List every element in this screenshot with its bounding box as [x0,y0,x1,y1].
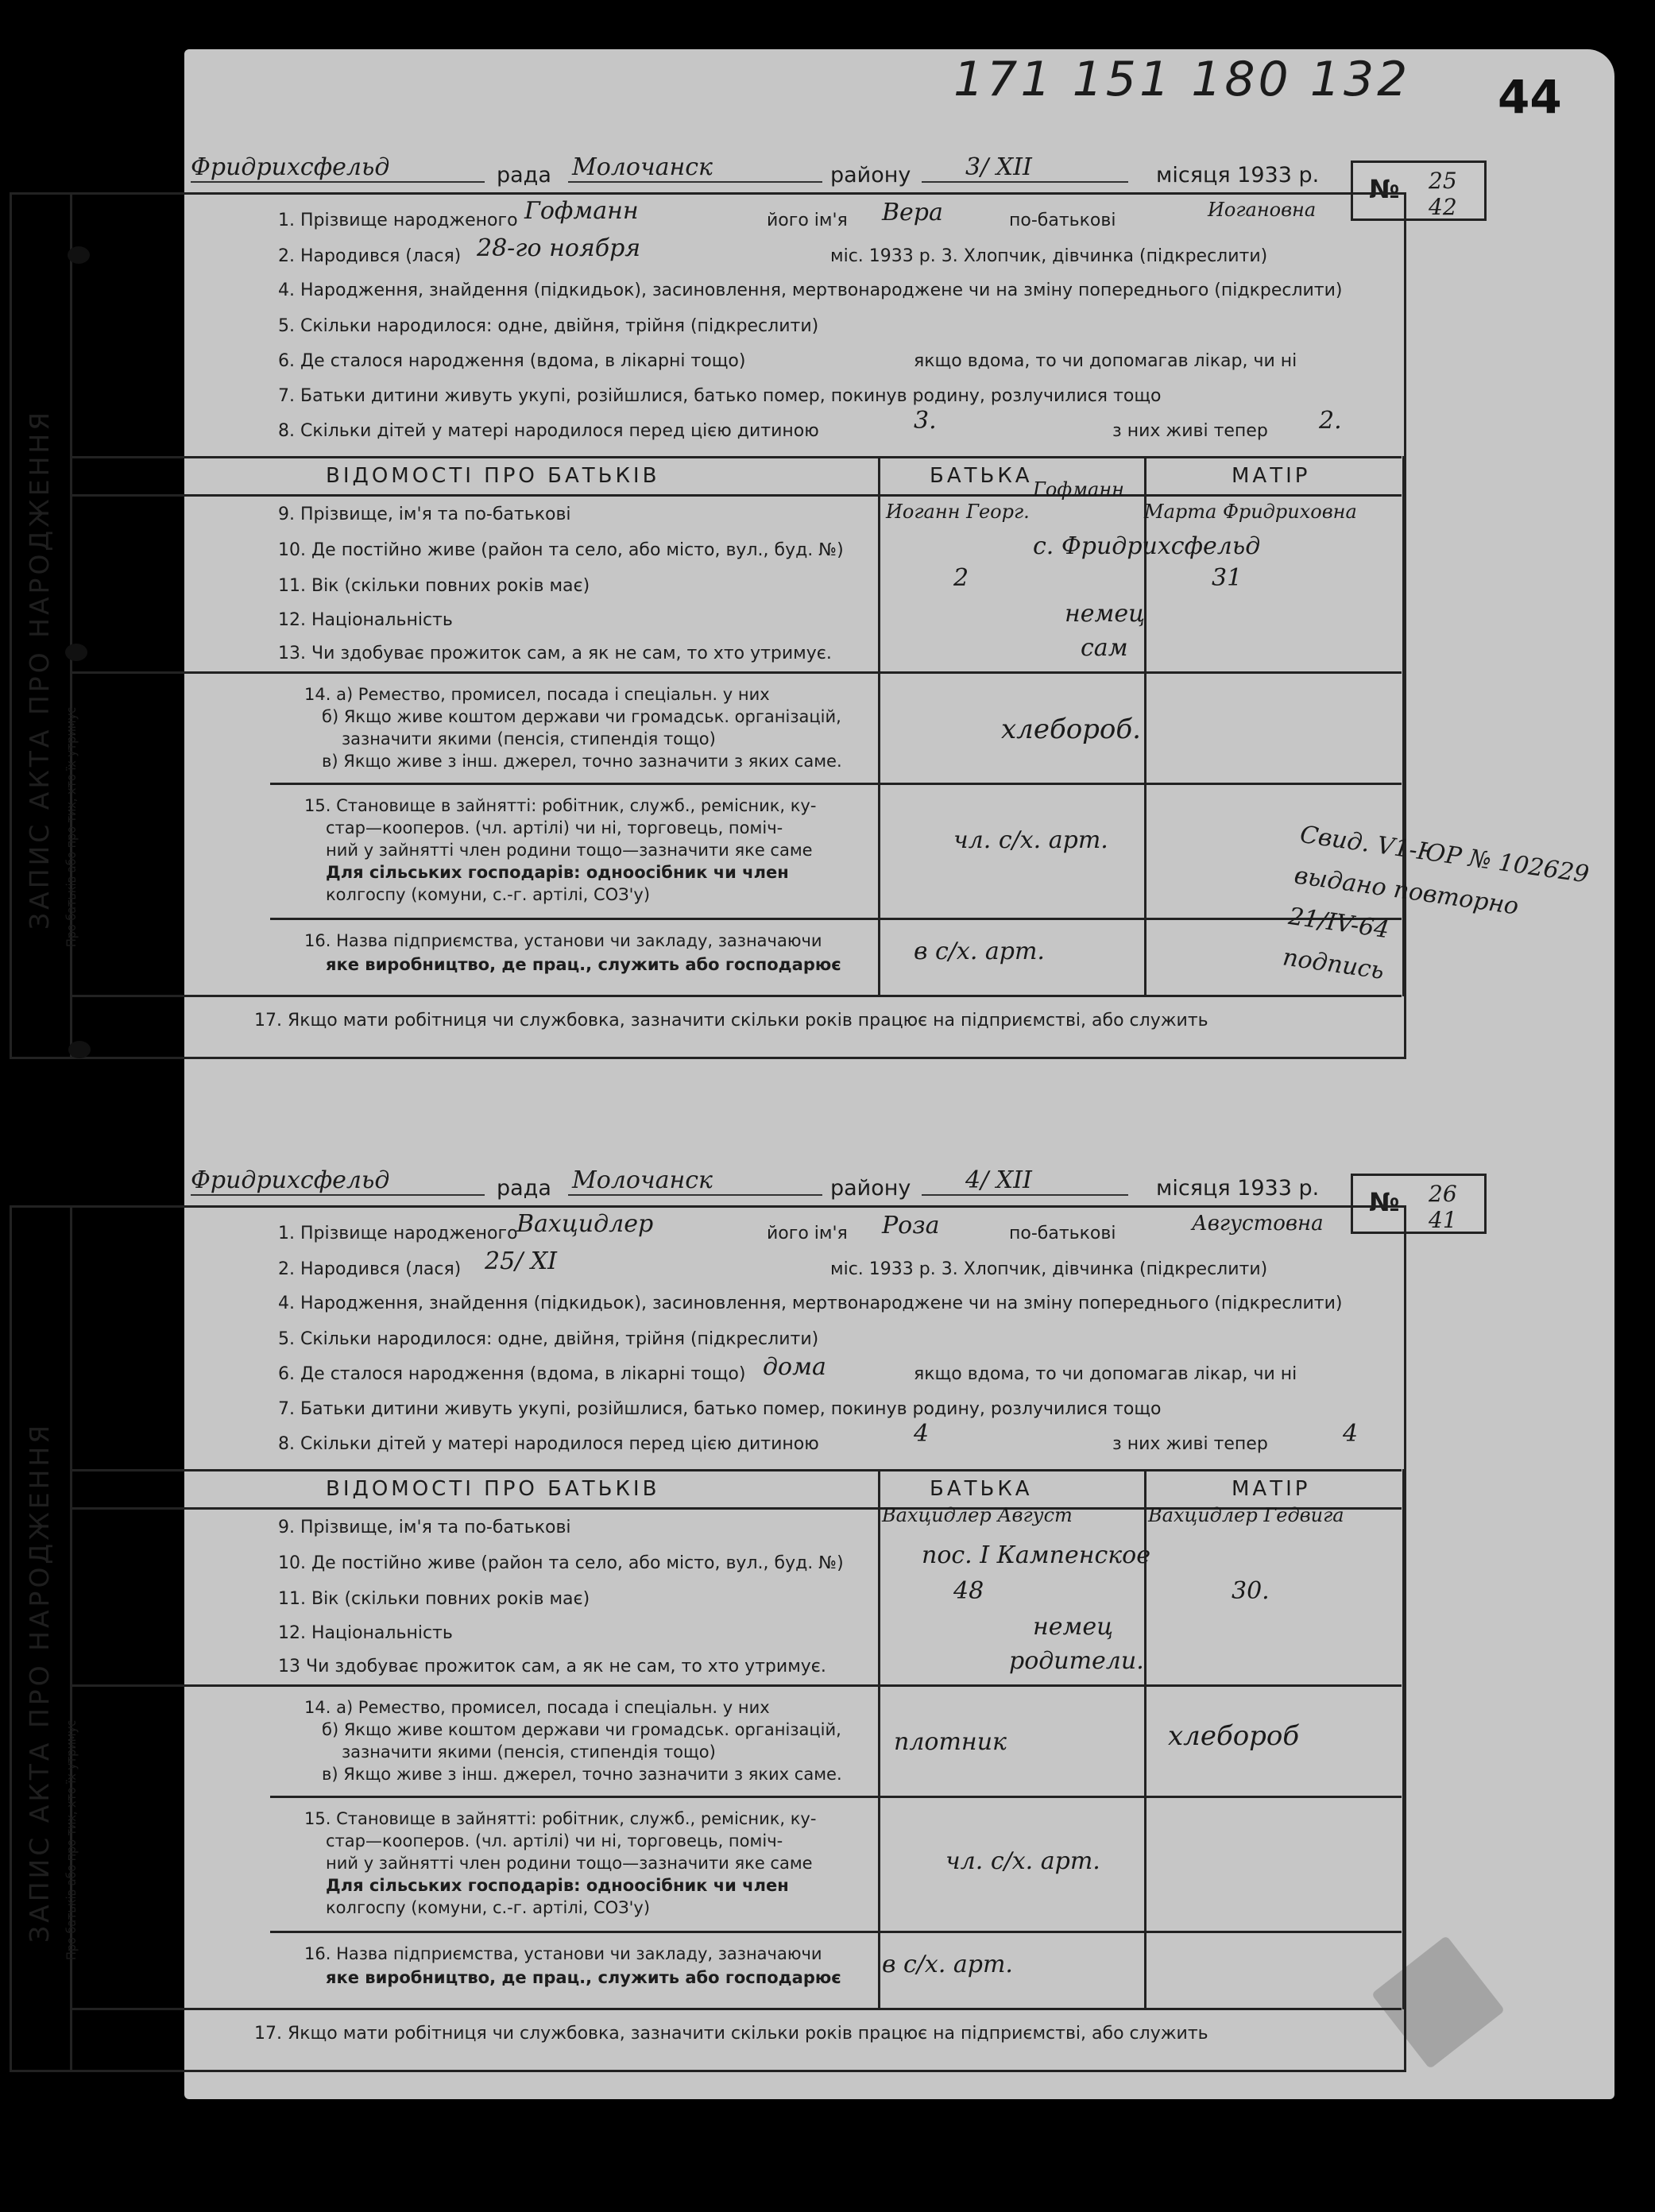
row-6-rest: якщо вдома, то чи допомагав лікар, чи ні [914,351,1297,371]
ink-blot [68,246,90,264]
residence: пос. I Кампенское [922,1541,1150,1569]
birth-date: 28-го ноября [477,234,641,262]
row-14c: в) Якщо живе з інш. джерел, точно зазначити з яких саме. [322,1765,842,1784]
date-underline [922,181,1128,183]
child-patronymic: Иогановна [1208,199,1317,221]
rayon-label: району [830,1176,911,1201]
row-12-label: 12. Національність [278,610,453,630]
father-occupation: плотник [894,1728,1007,1756]
table-top-rule [70,456,1402,458]
col-parents-info: ВІДОМОСТІ ПРО БАТЬКІВ [326,1477,660,1501]
rayon-label: району [830,163,911,188]
district-name: Молочанск [572,153,713,181]
row-6-label: 6. Де сталося народження (вдома, в лікарні тощо) [278,1364,746,1384]
rule-before-17 [70,2008,1402,2010]
rule-after-15 [270,1931,1402,1933]
child-name: Роза [882,1212,940,1239]
father-col-divider [878,1469,880,2009]
birth-date: 25/ XI [485,1247,558,1275]
side-subtitle: Про батьків або про тих, хто їх утримує [64,706,79,947]
district-underline [568,181,822,183]
child-name: Вера [882,199,943,226]
mother-age: 30. [1232,1577,1270,1605]
row-7-label: 7. Батьки дитини живуть укупі, розійшлися, батько помер, покинув родину, розлучилися тощо [278,386,1162,406]
rule-before-17 [70,995,1402,997]
rada-label: рада [497,163,551,188]
employment-status: чл. с/х. арт. [953,826,1108,854]
corner-mark: 44 [1498,70,1562,124]
row-4-label: 4. Народження, знайдення (підкидьок), засиновлення, мертвонароджене чи на зміну попереднього (підкреслити) [278,1294,1343,1313]
row-5-label: 5. Скільки народилося: одне, двійня, трійня (підкреслити) [278,316,819,336]
workplace: в с/х. арт. [914,938,1045,965]
row-14a: 14. а) Ремество, промисел, посада і спеціальн. у них [304,1698,770,1717]
registration-date: 3/ XII [965,153,1032,181]
row-10-label: 10. Де постійно живе (район та село, або місто, вул., буд. №) [278,1553,844,1573]
row-8-label: 8. Скільки дітей у матері народилося перед цією дитиною [278,421,819,441]
side-title: ЗАПИС АКТА ПРО НАРОДЖЕННЯ [24,408,55,930]
children-alive: 4 [1343,1420,1359,1448]
record-number: 25 42 [1429,168,1457,220]
col-father: БАТЬКА [930,1477,1033,1501]
registration-date: 4/ XII [965,1166,1032,1194]
row-16a: 16. Назва підприємства, установи чи закладу, зазначаючи [304,1944,822,1963]
row-15c: ний у зайнятті член родини тощо—зазначити яке саме [326,1854,813,1873]
row-15d: Для сільських господарів: одноосібник чи член [326,863,789,882]
row-1-label: 1. Прізвище народженого [278,211,518,230]
nationality: немец [1065,600,1146,628]
row-8-rest: з них живі тепер [1112,421,1268,441]
support: родители. [1009,1647,1144,1675]
row-14b: б) Якщо живе коштом держави чи громадськ. організацій, [322,707,841,726]
children-before: 4 [914,1420,930,1448]
date-underline [922,1194,1128,1196]
row-11-label: 11. Вік (скільки повних років має) [278,1589,590,1609]
support: сам [1081,634,1128,662]
row-11-label: 11. Вік (скільки повних років має) [278,576,590,596]
row-2-rest: міс. 1933 р. 3. Хлопчик, дівчинка (підкреслити) [830,246,1268,266]
father-name: Вахцидлер Август [882,1504,1073,1526]
children-alive: 2. [1319,407,1342,435]
row-4-label: 4. Народження, знайдення (підкидьок), засиновлення, мертвонароджене чи на зміну попереднього (підкреслити) [278,280,1343,300]
row-13-label: 13. Чи здобуває прожиток сам, а як не сам, то хто утримує. [278,644,832,663]
father-age: 48 [953,1577,984,1605]
row-16b: яке виробництво, де прац., служить або господарює [326,955,841,974]
council-name: Фридрихсфельд [191,153,390,181]
row-12-label: 12. Національність [278,1623,453,1643]
row-14c: в) Якщо живе з інш. джерел, точно зазначити з яких саме. [322,752,842,771]
row-9-label: 9. Прізвище, ім'я та по-батькові [278,1518,571,1537]
birth-place: дома [763,1353,826,1381]
row-7-label: 7. Батьки дитини живуть укупі, розійшлися, батько помер, покинув родину, розлучилися тощо [278,1399,1162,1419]
margin-note: Свид. V1-ЮР № 102629 выдано повторно 21/IV-64 подпись [1281,820,1591,985]
rada-label: рада [497,1176,551,1201]
row-2-label: 2. Народився (лася) [278,1259,462,1279]
month-label: місяця 1933 р. [1156,1176,1320,1201]
col-mother: МАТІР [1232,464,1311,488]
record-number: 26 41 [1429,1181,1457,1233]
row-10-label: 10. Де постійно живе (район та село, або місто, вул., буд. №) [278,540,844,560]
table-top-rule [70,1469,1402,1471]
row-6-label: 6. Де сталося народження (вдома, в лікарні тощо) [278,351,746,371]
row-15b: стар—кооперов. (чл. артілі) чи ні, торговець, поміч- [326,1831,783,1850]
right-col-divider [1402,1469,1405,2009]
row-2-label: 2. Народився (лася) [278,246,462,266]
record-header [0,135,1482,199]
col-mother: МАТІР [1232,1477,1311,1501]
row-16b: яке виробництво, де прац., служить або господарює [326,1968,841,1987]
row-17-label: 17. Якщо мати робітниця чи службовка, зазначити скільки років працює на підприємстві, або служить [254,1011,1208,1031]
rule-after-13 [70,671,1402,674]
rule-after-14 [270,783,1402,785]
row-15e: колгоспу (комуни, с.-г. артілі, СОЗ'у) [326,1898,651,1917]
ink-blot [68,1041,91,1058]
father-col-divider [878,456,880,996]
district-underline [568,1194,822,1196]
row-8-rest: з них живі тепер [1112,1434,1268,1454]
table-head-rule [70,494,1402,497]
mother-age: 31 [1212,564,1243,592]
occupation: хлебороб. [1001,713,1141,745]
rule-after-13 [70,1684,1402,1687]
children-before: 3. [914,407,937,435]
mother-name: Марта Фридриховна [1144,501,1357,523]
row-1-patronymic-label: по-батькові [1009,1224,1116,1243]
row-15c: ний у зайнятті член родини тощо—зазначити яке саме [326,841,813,860]
employment-status: чл. с/х. арт. [945,1847,1100,1875]
nationality: немец [1033,1613,1114,1641]
mother-name: Вахцидлер Гедвига [1148,1504,1344,1526]
row-15b: стар—кооперов. (чл. артілі) чи ні, торговець, поміч- [326,818,783,837]
col-father: БАТЬКА [930,464,1033,488]
row-5-label: 5. Скільки народилося: одне, двійня, трійня (підкреслити) [278,1329,819,1349]
row-17-label: 17. Якщо мати робітниця чи службовка, зазначити скільки років працює на підприємстві, або служить [254,2024,1208,2044]
child-surname: Гофманн [524,197,639,225]
row-13-label: 13 Чи здобуває прожиток сам, а як не сам, то хто утримує. [278,1657,826,1676]
row-2-rest: міс. 1933 р. 3. Хлопчик, дівчинка (підкреслити) [830,1259,1268,1279]
mother-occupation: хлебороб [1168,1720,1300,1752]
father-name: Иоганн Георг. [886,501,1030,523]
row-1-label: 1. Прізвище народженого [278,1224,518,1243]
col-parents-info: ВІДОМОСТІ ПРО БАТЬКІВ [326,464,660,488]
council-underline [191,1194,485,1196]
record-header [0,1148,1482,1212]
rule-after-15 [270,918,1402,920]
workplace: в с/х. арт. [882,1951,1013,1978]
father-age: 2 [953,564,969,592]
number-label: № [1369,174,1400,204]
archive-number: 171 151 180 132 [953,52,1411,107]
number-label: № [1369,1187,1400,1217]
child-patronymic: Августовна [1192,1212,1324,1236]
row-15d: Для сільських господарів: одноосібник чи член [326,1876,789,1895]
row-1-name-label: його ім'я [767,211,848,230]
row-14b-2: зазначити якими (пенсія, стипендія тощо) [342,729,716,748]
row-14b-2: зазначити якими (пенсія, стипендія тощо) [342,1742,716,1761]
row-14b: б) Якщо живе коштом держави чи громадськ. організацій, [322,1720,841,1739]
row-6-rest: якщо вдома, то чи допомагав лікар, чи ні [914,1364,1297,1384]
month-label: місяця 1933 р. [1156,163,1320,188]
rule-after-14 [270,1796,1402,1798]
row-9-label: 9. Прізвище, ім'я та по-батькові [278,505,571,524]
row-1-name-label: його ім'я [767,1224,848,1243]
side-title: ЗАПИС АКТА ПРО НАРОДЖЕННЯ [24,1421,55,1943]
ink-blot [65,644,87,661]
row-15a: 15. Становище в зайнятті: робітник, служб., ремісник, ку- [304,796,817,815]
council-underline [191,181,485,183]
child-surname: Вахцидлер [516,1210,654,1238]
row-1-patronymic-label: по-батькові [1009,211,1116,230]
row-16a: 16. Назва підприємства, установи чи закладу, зазначаючи [304,931,822,950]
council-name: Фридрихсфельд [191,1166,390,1194]
row-8-label: 8. Скільки дітей у матері народилося перед цією дитиною [278,1434,819,1454]
row-14a: 14. а) Ремество, промисел, посада і спеціальн. у них [304,685,770,704]
parents-surname: Гофманн [1033,478,1124,501]
row-15a: 15. Становище в зайнятті: робітник, служб., ремісник, ку- [304,1809,817,1828]
side-subtitle: Про батьків або про тих, хто їх утримує [64,1719,79,1960]
district-name: Молочанск [572,1166,713,1194]
residence: с. Фридрихсфельд [1033,532,1261,560]
row-15e: колгоспу (комуни, с.-г. артілі, СОЗ'у) [326,885,651,904]
